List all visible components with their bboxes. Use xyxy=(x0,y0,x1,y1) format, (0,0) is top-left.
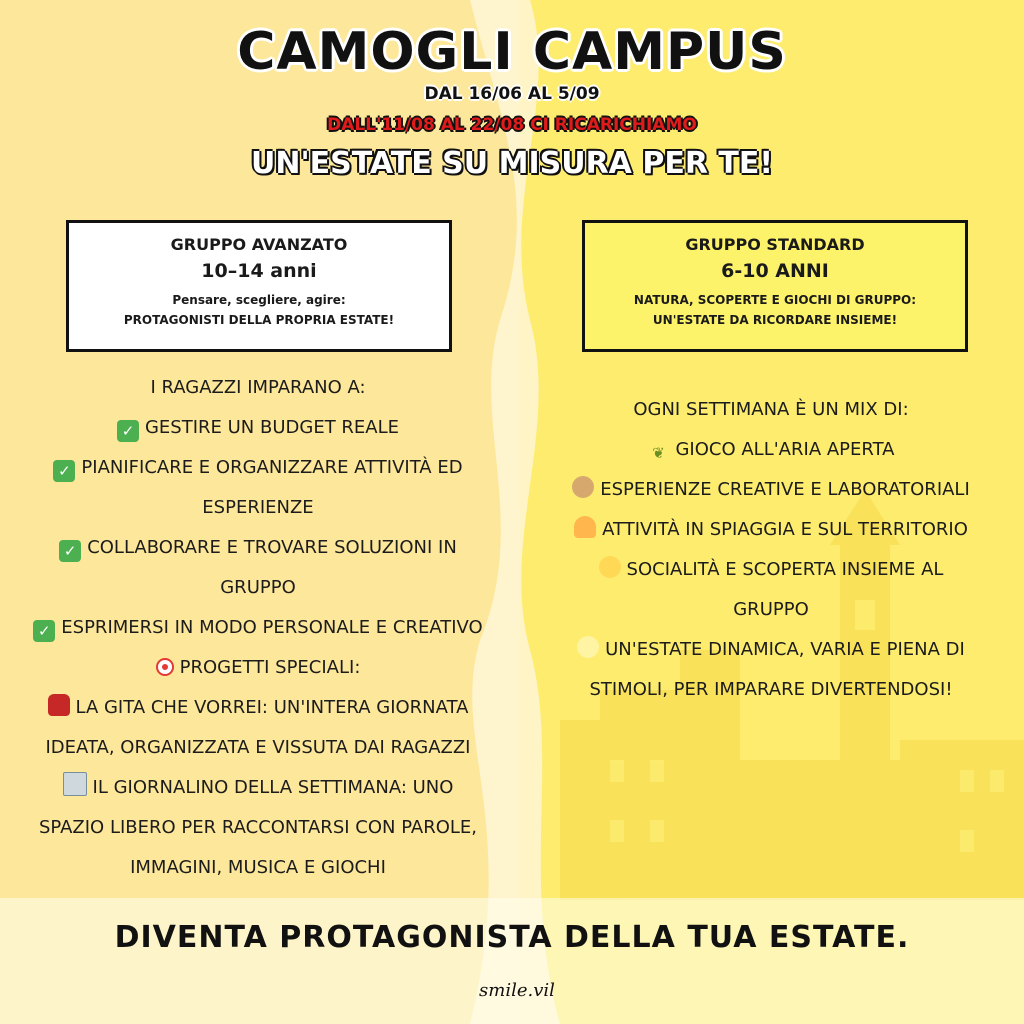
break-notice-text: DALL'11/08 AL 22/08 CI RICARICHIAMO xyxy=(327,115,697,135)
list-item xyxy=(528,430,1014,470)
standard-intro: OGNI SETTIMANA È UN MIX DI: xyxy=(633,399,909,420)
backpack-icon xyxy=(48,694,70,716)
advanced-intro: I RAGAZZI IMPARANO A: xyxy=(150,377,366,398)
list-item xyxy=(8,848,508,888)
sparkle-icon xyxy=(577,636,599,658)
standard-subtitle-line-2: UN'ESTATE DA RICORDARE INSIEME! xyxy=(652,313,898,327)
list-item xyxy=(8,528,508,568)
list-item xyxy=(8,808,508,848)
list-item-text: STIMOLI, PER IMPARARE DIVERTENDOSI! xyxy=(589,679,953,700)
list-item-text: PIANIFICARE E ORGANIZZARE ATTIVITÀ ED xyxy=(81,457,463,478)
list-item-text: IDEATA, ORGANIZZATA E VISSUTA DAI RAGAZZI xyxy=(45,737,471,758)
list-item xyxy=(8,448,508,488)
advanced-activities-list xyxy=(8,368,508,888)
palette-icon xyxy=(572,476,594,498)
target-icon xyxy=(156,658,174,676)
list-item xyxy=(528,590,1014,630)
standard-group-box xyxy=(582,220,968,352)
list-item-text: ESPRIMERSI IN MODO PERSONALE E CREATIVO xyxy=(61,617,483,638)
list-item xyxy=(8,408,508,448)
list-item-text: ESPERIENZE CREATIVE E LABORATORIALI xyxy=(600,479,970,500)
list-item-text: UN'ESTATE DINAMICA, VARIA E PIENA DI xyxy=(605,639,965,660)
list-item-text: GRUPPO xyxy=(733,599,809,620)
list-item xyxy=(528,510,1014,550)
list-item-text: GRUPPO xyxy=(220,577,296,598)
herb-icon: ❦ xyxy=(652,444,665,462)
list-item xyxy=(8,688,508,728)
check-icon: ✓ xyxy=(117,420,139,442)
advanced-subtitle-line-2: PROTAGONISTI DELLA PROPRIA ESTATE! xyxy=(123,313,395,327)
list-item-text: SPAZIO LIBERO PER RACCONTARSI CON PAROLE, xyxy=(38,817,478,838)
list-item xyxy=(528,670,1014,710)
list-item xyxy=(8,608,508,648)
check-icon: ✓ xyxy=(53,460,75,482)
brand-logo: smile.vil xyxy=(479,980,555,1001)
list-item xyxy=(528,550,1014,590)
list-item-text: COLLABORARE E TROVARE SOLUZIONI IN xyxy=(87,537,457,558)
standard-group-ages: 6-10 ANNI xyxy=(721,260,829,282)
page-title: CAMOGLI CAMPUS xyxy=(237,22,787,82)
standard-activities-list xyxy=(528,390,1014,710)
standard-group-title: GRUPPO STANDARD xyxy=(685,235,865,254)
list-item xyxy=(8,568,508,608)
date-range: DAL 16/06 AL 5/09 xyxy=(424,84,600,104)
list-item-text: GESTIRE UN BUDGET REALE xyxy=(144,417,400,438)
list-item-text: IL GIORNALINO DELLA SETTIMANA: UNO xyxy=(92,777,454,798)
list-item-text: LA GITA CHE VORREI: UN'INTERA GIORNATA xyxy=(75,697,469,718)
call-to-action: DIVENTA PROTAGONISTA DELLA TUA ESTATE. xyxy=(114,920,910,955)
newspaper-icon xyxy=(63,772,87,796)
advanced-group-subtitle xyxy=(69,290,449,330)
list-item xyxy=(528,630,1014,670)
list-item xyxy=(8,488,508,528)
list-item xyxy=(8,728,508,768)
list-item xyxy=(8,648,508,688)
standard-group-subtitle xyxy=(585,290,965,330)
tagline: UN'ESTATE SU MISURA PER TE! xyxy=(251,146,773,181)
list-item-text: ATTIVITÀ IN SPIAGGIA E SUL TERRITORIO xyxy=(602,519,968,540)
check-icon: ✓ xyxy=(59,540,81,562)
advanced-subtitle-line-1: Pensare, scegliere, agire: xyxy=(172,293,346,307)
list-item-text: PROGETTI SPECIALI: xyxy=(179,657,361,678)
check-icon: ✓ xyxy=(33,620,55,642)
list-item-text: SOCIALITÀ E SCOPERTA INSIEME AL xyxy=(626,559,944,580)
list-item-text: IMMAGINI, MUSICA E GIOCHI xyxy=(130,857,386,878)
list-item xyxy=(528,470,1014,510)
advanced-group-title: GRUPPO AVANZATO xyxy=(170,235,348,254)
break-notice xyxy=(0,115,1024,135)
handshake-icon xyxy=(599,556,621,578)
advanced-group-box xyxy=(66,220,452,352)
beach-umbrella-icon xyxy=(574,516,596,538)
standard-subtitle-line-1: NATURA, SCOPERTE E GIOCHI DI GRUPPO: xyxy=(633,293,917,307)
list-item xyxy=(8,768,508,808)
advanced-group-ages: 10–14 anni xyxy=(201,260,317,282)
list-item-text: ESPERIENZE xyxy=(202,497,314,518)
list-item-text: GIOCO ALL'ARIA APERTA xyxy=(675,439,895,460)
